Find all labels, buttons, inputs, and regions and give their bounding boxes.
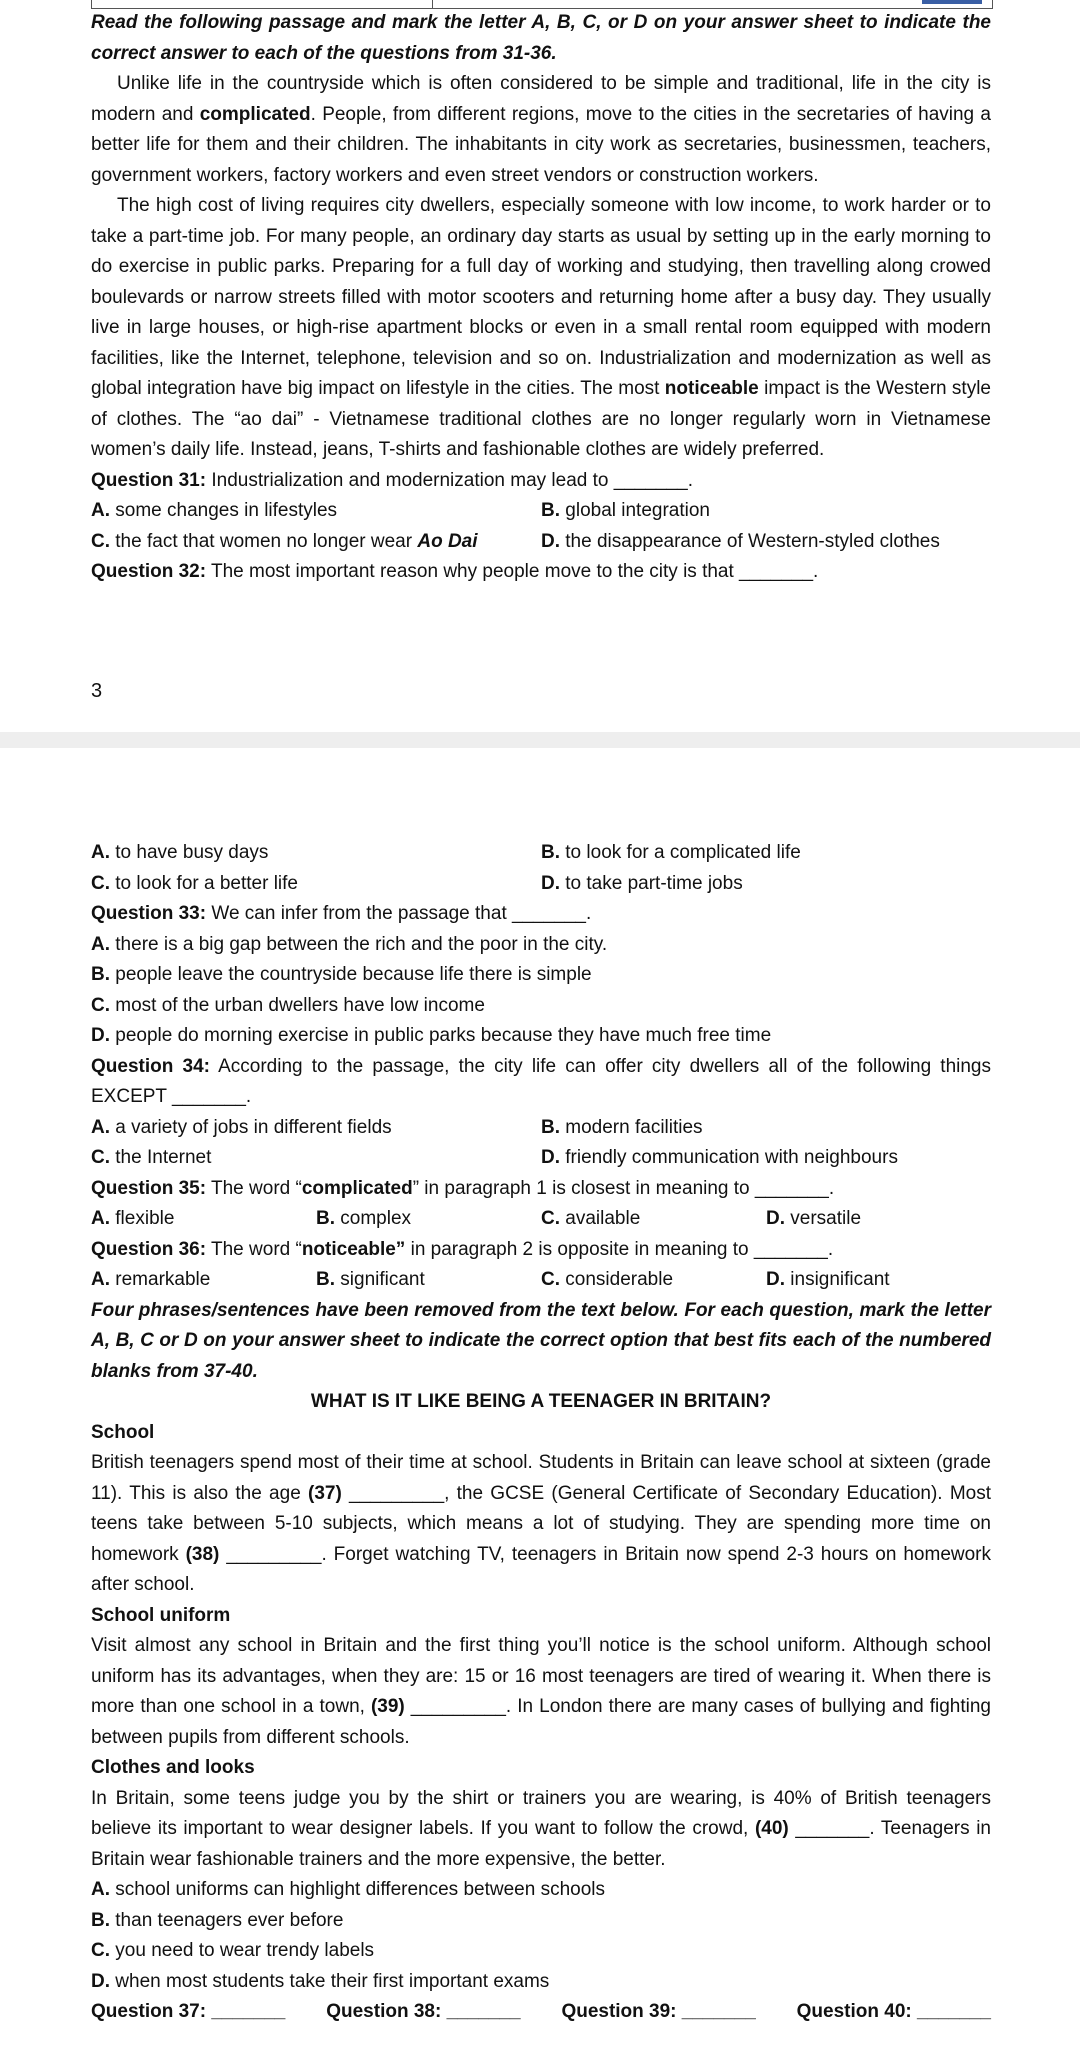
answer-37: Question 37: _______: [91, 2001, 286, 2022]
question-31: Question 31: Industrialization and modernization may lead to _______.: [91, 469, 693, 491]
q34-option-b: B. modern facilities: [541, 1116, 703, 1138]
q32-option-d: D. to take part-time jobs: [541, 872, 743, 894]
q31-option-a: A. some changes in lifestyles: [91, 500, 338, 521]
q31-option-c: C. the fact that women no longer wear Ao Dai: [91, 530, 478, 552]
q36-option-d: D. insignificant: [766, 1269, 890, 1290]
q33-option-c: C. most of the urban dwellers have low income: [91, 994, 485, 1016]
instruction-37-40: Four phrases/sentences have been removed from the text below. For each question, mark the letter A, B, C or D on your answer sheet to indicate the correct option that best fits each of the numbered blanks from 37-40.: [91, 1299, 991, 1382]
question-35-options: [91, 1204, 991, 1235]
page-number: 3: [91, 680, 103, 702]
fill-option-a: A. school uniforms can highlight differences between schools: [91, 1879, 605, 1900]
page-1-content: [91, 8, 991, 588]
q33-option-b: B. people leave the countryside because life there is simple: [91, 964, 592, 985]
q35-option-b: B. complex: [316, 1208, 412, 1229]
question-35: Question 35: The word “complicated” in paragraph 1 is closest in meaning to _______.: [91, 1177, 835, 1199]
page-2-content: [91, 838, 991, 2028]
q32-option-a: A. to have busy days: [91, 842, 269, 863]
answer-blanks: [91, 1997, 991, 2028]
q34-option-a: A. a variety of jobs in different fields: [91, 1116, 392, 1138]
q33-option-a: A. there is a big gap between the rich and the poor in the city.: [91, 933, 608, 955]
blank-37: (37): [308, 1482, 342, 1504]
passage-title: WHAT IS IT LIKE BEING A TEENAGER IN BRITAIN?: [310, 1391, 772, 1412]
paragraph-clothes-and-looks: In Britain, some teens judge you by the shirt or trainers you are wearing, is 40% of British teenagers believe its important to wear designer labels. If you want to follow the crowd, (40) _______. Teenagers in Britain wear fashionable trainers and the more expensive, the better.: [91, 1787, 991, 1870]
word-noticeable: noticeable: [664, 378, 759, 399]
heading-school: School: [91, 1421, 155, 1443]
page-1: [0, 0, 1080, 732]
heading-clothes-and-looks: Clothes and looks: [91, 1757, 255, 1778]
q35-option-d: D. versatile: [766, 1208, 862, 1229]
q36-option-a: A. remarkable: [91, 1269, 211, 1290]
question-34: Question 34: According to the passage, the city life can offer city dwellers all of the following things EXCEPT _______.: [91, 1055, 992, 1107]
paragraph-school: British teenagers spend most of their time at school. Students in Britain can leave school at sixteen (grade 11). This is also the age (37) _________, the GCSE (General Certificate of Secondary Education). Most teens take between 5-10 subjects, which means a lot of studying. They are spending more time on homework (38) _________. Forget watching TV, teenagers in Britain now spend 2-3 hours on homework after school.: [91, 1452, 991, 1595]
q31-option-d: D. the disappearance of Western-styled clothes: [541, 530, 940, 552]
blank-39: (39): [370, 1696, 405, 1717]
q34-option-c: C. the Internet: [91, 1147, 212, 1168]
question-32-options-cd: [91, 869, 991, 900]
page-break: [0, 732, 1080, 748]
question-34-options-cd: [91, 1143, 991, 1174]
question-32: Question 32: The most important reason why people move to the city is that _______.: [91, 561, 819, 582]
question-36: Question 36: The word “noticeable” in paragraph 2 is opposite in meaning to _______.: [91, 1238, 834, 1260]
q32-option-b: B. to look for a complicated life: [541, 842, 801, 863]
page-2: [0, 748, 1080, 2067]
question-34-options-ab: [91, 1113, 991, 1144]
question-32-options-ab: [91, 838, 991, 869]
fill-option-c: C. you need to wear trendy labels: [91, 1940, 375, 1961]
word-complicated: complicated: [199, 103, 311, 125]
blank-40: (40): [754, 1818, 789, 1839]
answer-40: Question 40: _______: [796, 2001, 991, 2022]
question-36-options: [91, 1265, 991, 1296]
answer-39: Question 39: _______: [561, 2001, 756, 2022]
question-31-options-ab: [91, 496, 991, 527]
table-divider: [432, 0, 433, 8]
q36-option-c: C. considerable: [541, 1269, 674, 1290]
passage-paragraph-1: Unlike life in the countryside which is often considered to be simple and traditional, life in the city is modern and complicated. People, from different regions, move to the cities in the secretaries of having a better life for them and their children. The inhabitants in city work as secretaries, businessmen, teachers, government workers, factory workers and even street vendors or construction workers.: [91, 73, 991, 186]
fill-option-b: B. than teenagers ever before: [91, 1909, 344, 1931]
q35-option-c: C. available: [541, 1208, 641, 1229]
question-31-options-cd: [91, 527, 991, 558]
passage-paragraph-2: The high cost of living requires city dwellers, especially someone with low income, to work harder or to take a part-time job. For many people, an ordinary day starts as usual by setting up in the early morning to do exercise in public parks. Preparing for a full day of working and studying, then travelling along crowed boulevards or narrow streets filled with motor scooters and returning home after a busy day. They usually live in large houses, or high-rise apartment blocks or even in a small rental room equipped with modern facilities, like the Internet, telephone, television and so on. Industrialization and modernization as well as global integration have big impact on lifestyle in the cities. The most noticeable impact is the Western style of clothes. The “ao dai” - Vietnamese traditional clothes are no longer regularly worn in Vietnamese women’s daily life. Instead, jeans, T-shirts and fashionable clothes are widely preferred.: [91, 195, 991, 460]
paragraph-school-uniform: Visit almost any school in Britain and the first thing you’ll notice is the school uniform. Although school uniform has its advantages, when they are: 15 or 16 most teenagers are tired of wearing it. When there is more than one school in a town, (39) _________. In London there are many cases of bullying and fighting between pupils from different schools.: [91, 1635, 991, 1748]
heading-school-uniform: School uniform: [91, 1604, 231, 1626]
instruction-31-36: Read the following passage and mark the letter A, B, C, or D on your answer sheet to indicate the correct answer to each of the questions from 31-36.: [91, 12, 991, 64]
blank-38: (38): [185, 1543, 220, 1565]
q32-option-c: C. to look for a better life: [91, 872, 298, 894]
q34-option-d: D. friendly communication with neighbours: [541, 1147, 898, 1168]
q31-option-b: B. global integration: [541, 500, 710, 521]
blue-mark: [922, 0, 982, 4]
q35-option-a: A. flexible: [91, 1208, 175, 1229]
q33-option-d: D. people do morning exercise in public parks because they have much free time: [91, 1025, 772, 1046]
fill-option-d: D. when most students take their first important exams: [91, 1970, 550, 1992]
answer-38: Question 38: _______: [326, 2001, 521, 2022]
question-33: Question 33: We can infer from the passage that _______.: [91, 903, 592, 924]
q36-option-b: B. significant: [316, 1269, 425, 1290]
